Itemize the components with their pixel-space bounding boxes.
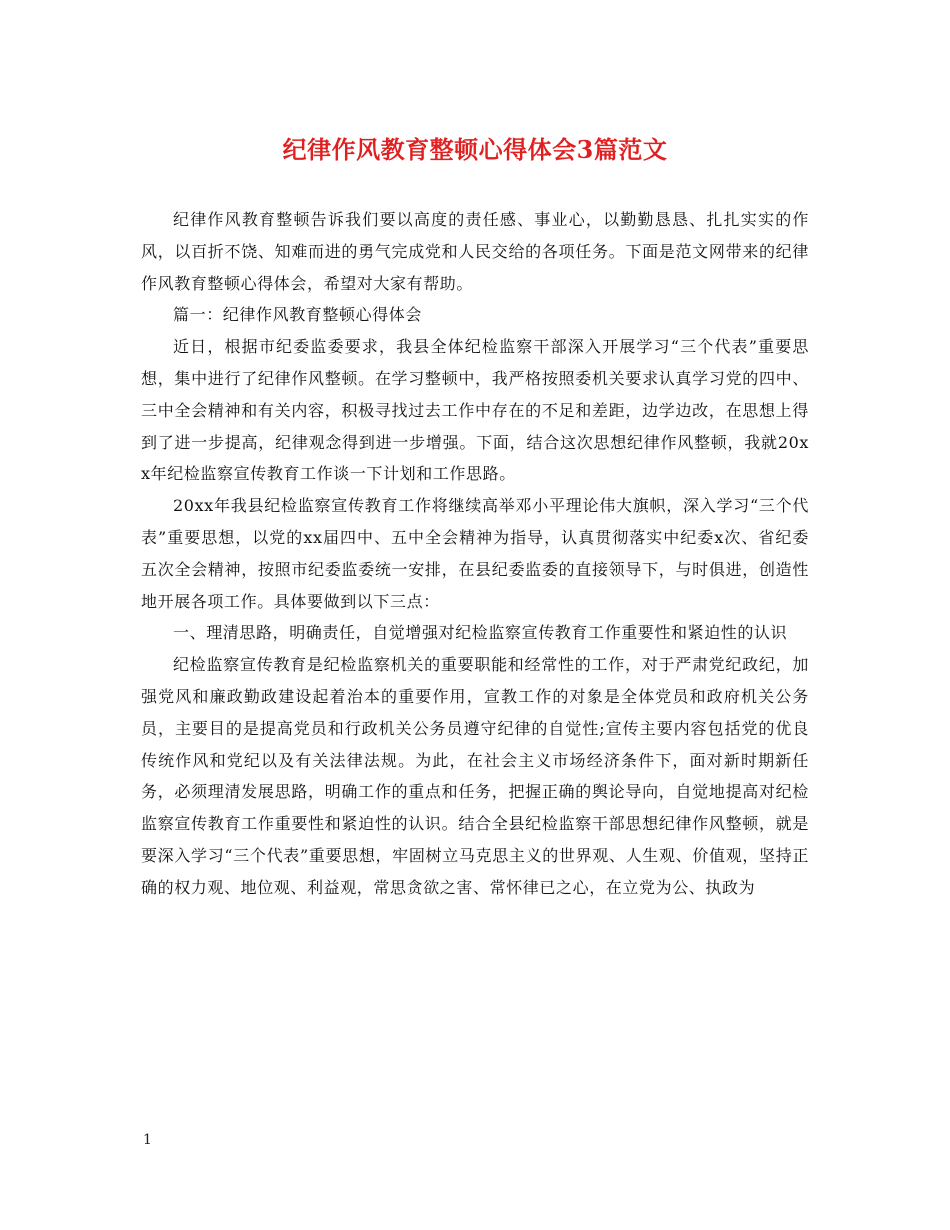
body-paragraph: 20xx年我县纪检监察宣传教育工作将继续高举邓小平理论伟大旗帜，深入学习“三个代表”重要思想，以党的xx届四中、五中全会精神为指导，认真贯彻落实中纪委x次、省纪委五次全会精神，按照市纪委监委统一安排，在县纪委监委的直接领导下，与时俱进，创造性地开展各项工作。具体要做到以下三点： bbox=[141, 496, 809, 611]
subsection-heading: 一、理清思路，明确责任，自觉增强对纪检监察宣传教育工作重要性和紧迫性的认识 bbox=[173, 623, 788, 643]
page-number: 1 bbox=[143, 1132, 152, 1148]
document-title: 纪律作风教育整顿心得体会3篇范文 bbox=[282, 135, 668, 164]
document-body bbox=[141, 204, 809, 904]
intro-paragraph: 纪律作风教育整顿告诉我们要以高度的责任感、事业心，以勤勤恳恳、扎扎实实的作风，以百折不饶、知难而进的勇气完成党和人民交给的各项任务。下面是范文网带来的纪律作风教育整顿心得体会，希望对大家有帮助。 bbox=[141, 210, 809, 293]
body-paragraph: 纪检监察宣传教育是纪检监察机关的重要职能和经常性的工作，对于严肃党纪政纪，加强党风和廉政勤政建设起着治本的重要作用，宣教工作的对象是全体党员和政府机关公务员，主要目的是提高党员和行政机关公务员遵守纪律的自觉性;宣传主要内容包括党的优良传统作风和党纪以及有关法律法规。为此，在社会主义市场经济条件下，面对新时期新任务，必须理清发展思路，明确工作的重点和任务，把握正确的舆论导向，自觉地提高对纪检监察宣传教育工作重要性和紧迫性的认识。结合全县纪检监察干部思想纪律作风整顿，就是要深入学习“三个代表”重要思想，牢固树立马克思主义的世界观、人生观、价值观，坚持正确的权力观、地位观、利益观，常思贪欲之害、常怀律已之心，在立党为公、执政为 bbox=[141, 655, 809, 897]
body-paragraph: 近日，根据市纪委监委要求，我县全体纪检监察干部深入开展学习“三个代表”重要思想，集中进行了纪律作风整顿。在学习整顿中，我严格按照委机关要求认真学习党的四中、三中全会精神和有关内容，积极寻找过去工作中存在的不足和差距，边学边改，在思想上得到了进一步提高，纪律观念得到进一步增强。下面，结合这次思想纪律作风整顿，我就20xx年纪检监察宣传教育工作谈一下计划和工作思路。 bbox=[141, 337, 809, 484]
section-heading: 篇一：纪律作风教育整顿心得体会 bbox=[173, 305, 423, 325]
